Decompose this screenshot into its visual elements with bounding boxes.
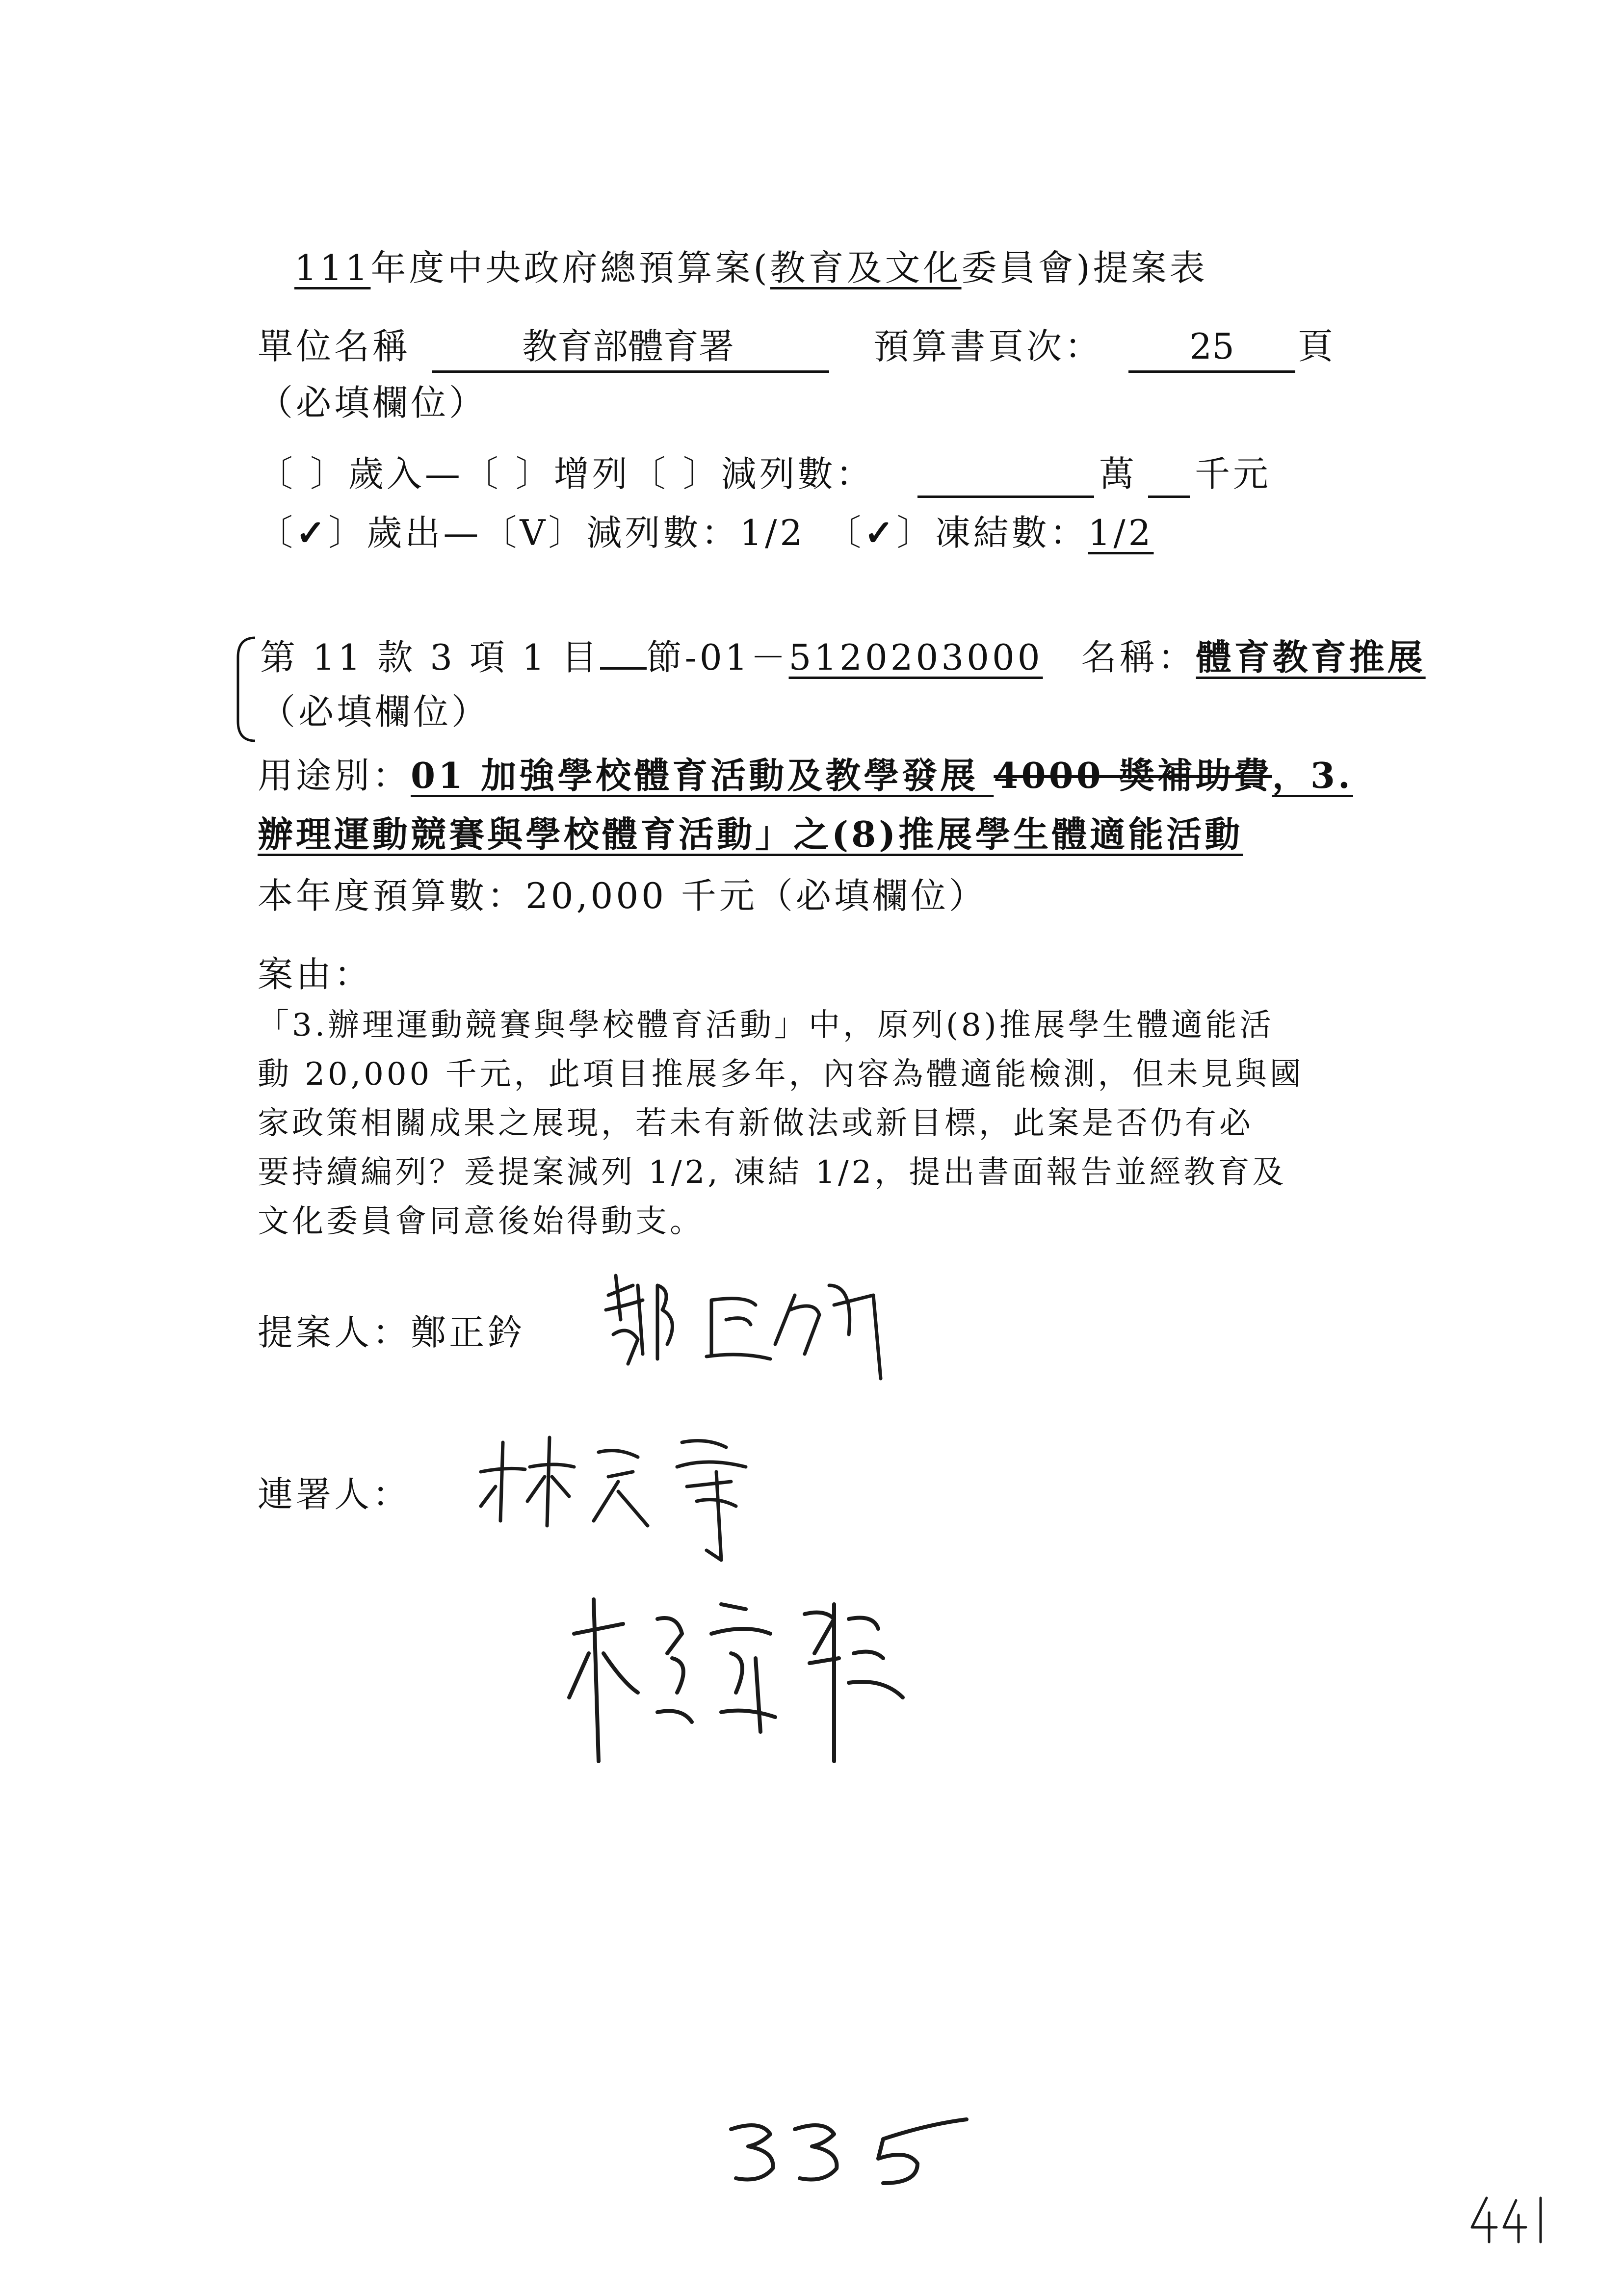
proposer-signature xyxy=(599,1266,903,1383)
reason-line: 動 20,000 千元，此項目推展多年，內容為體適能檢測，但未見與國 xyxy=(258,1056,1304,1093)
usage-line-1 xyxy=(258,755,1353,796)
page-label: 預算書頁次： xyxy=(873,326,1103,367)
reason-line: 要持續編列？爰提案減列 1/2, 凍結 1/2，提出書面報告並經教育及 xyxy=(258,1154,1287,1191)
budget-item-required: （必填欄位） xyxy=(260,691,490,732)
expense-line: 〔✓〕歲出—〔V〕減列數：1/2 〔✓〕凍結數：1/2 xyxy=(258,512,1154,553)
budget-item-line xyxy=(260,636,1426,678)
budget-item-text-a: 第 11 款 3 項 1 目 xyxy=(260,637,600,678)
reason-body xyxy=(258,1001,1304,1246)
page-stamp-335 xyxy=(721,2110,976,2188)
revenue-wan: 萬 xyxy=(1099,453,1138,495)
proposer-line xyxy=(258,1312,526,1353)
reason-line: 家政策相關成果之展現，若未有新做法或新目標，此案是否仍有必 xyxy=(258,1105,1254,1142)
proposer-name: 鄭正鈐 xyxy=(411,1312,526,1353)
cosigner-signature-1 xyxy=(471,1423,805,1570)
page-value: 25 xyxy=(1189,326,1234,367)
budget-item-blank xyxy=(600,638,647,670)
unit-required-note: （必填欄位） xyxy=(258,382,488,423)
freeze-value: 1/2 xyxy=(1088,512,1154,553)
revenue-qian-blank xyxy=(1148,496,1190,498)
reason-label: 案由： xyxy=(258,954,373,995)
unit-value: 教育部體育署 xyxy=(522,326,734,367)
cosigner-signature-2 xyxy=(559,1585,913,1771)
checkmark-1: ✓ xyxy=(296,512,329,553)
corner-number-441 xyxy=(1467,2193,1555,2247)
title-committee: 教育及文化 xyxy=(770,247,962,288)
usage-line-2: 辦理運動競賽與學校體育活動」之(8)推展學生體適能活動 xyxy=(258,813,1243,855)
usage-part-2: ，3. xyxy=(1272,755,1353,796)
form-title xyxy=(294,247,1208,288)
page-unit: 頁 xyxy=(1298,326,1336,367)
budget-item-name-label: 名稱： xyxy=(1081,637,1196,678)
budget-item-code: 5120203000 xyxy=(788,637,1043,678)
expense-text-b: 凍結數： xyxy=(935,512,1088,553)
reason-line: 文化委員會同意後始得動支。 xyxy=(258,1203,704,1240)
title-text-a: 年度中央政府總預算案( xyxy=(370,247,770,288)
usage-label: 用途別： xyxy=(258,755,411,796)
title-year: 111 xyxy=(294,247,371,288)
reason-line: 「3.辦理運動競賽與學校體育活動」中，原列(8)推展學生體適能活 xyxy=(258,1007,1274,1044)
proposer-label: 提案人： xyxy=(258,1312,411,1353)
usage-strike: 4000 獎補助費 xyxy=(994,755,1272,796)
usage-part-1: 01 加強學校體育活動及教學發展 xyxy=(411,755,994,796)
title-text-b: 委員會)提案表 xyxy=(961,247,1208,288)
left-bracket xyxy=(231,633,260,746)
revenue-wan-blank xyxy=(917,496,1094,498)
unit-label: 單位名稱 xyxy=(258,326,411,367)
budget-amount: 本年度預算數：20,000 千元（必填欄位） xyxy=(258,875,987,916)
unit-underline xyxy=(432,370,829,373)
cosigner-label: 連署人： xyxy=(258,1474,411,1515)
page-underline xyxy=(1128,370,1295,373)
checkmark-2: ✓ xyxy=(864,512,897,553)
expense-text-a: 歲出—〔V〕減列數：1/2 xyxy=(367,512,806,553)
revenue-qian: 千元 xyxy=(1195,453,1272,495)
budget-item-name: 體育教育推展 xyxy=(1196,636,1426,678)
budget-item-text-b: 節-01－ xyxy=(646,637,789,678)
revenue-line: 〔 〕歲入—〔 〕增列〔 〕減列數： xyxy=(258,453,874,495)
